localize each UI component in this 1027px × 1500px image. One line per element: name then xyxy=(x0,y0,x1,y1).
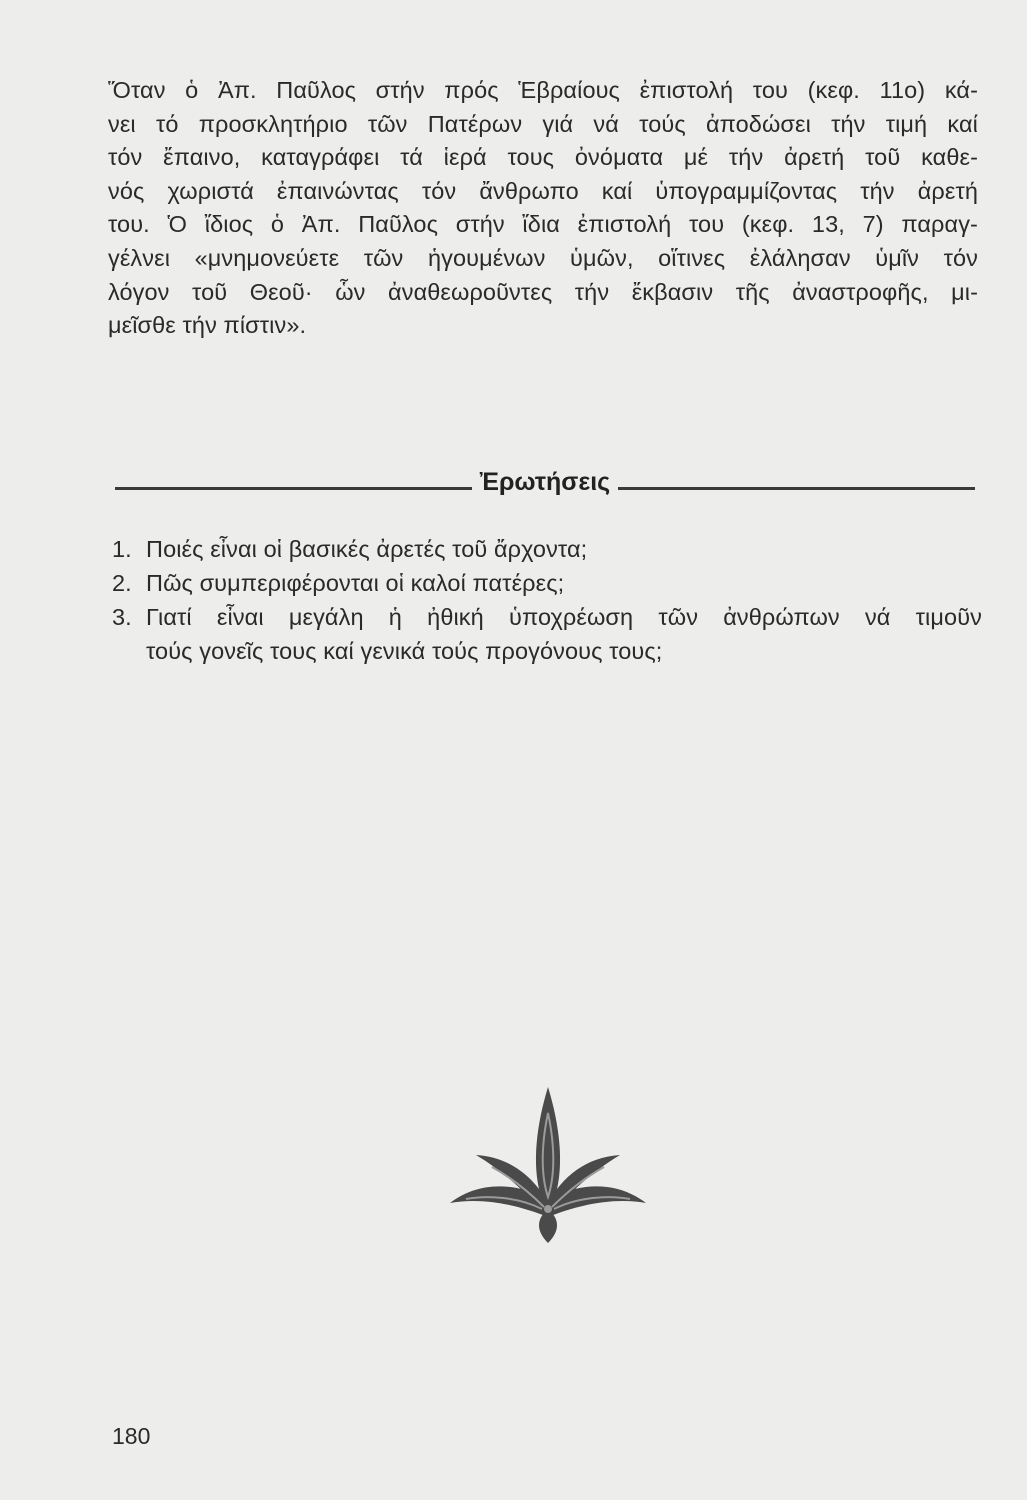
page-number: 180 xyxy=(112,1423,151,1449)
heading-rule-right xyxy=(618,487,975,490)
question-number: 1. xyxy=(112,536,132,562)
paragraph-line: λόγον τοῦ Θεοῦ· ὧν ἀναθεωροῦντες τήν ἔκβασιν τῆς ἀναστροφῆς, μι- xyxy=(108,278,978,305)
section-heading: Ἐρωτήσεις xyxy=(479,467,611,496)
heading-rule-left xyxy=(115,487,472,490)
question-number: 2. xyxy=(112,570,132,596)
question-number: 3. xyxy=(112,604,132,630)
question-item xyxy=(112,532,982,566)
paragraph-line: τόν ἔπαινο, καταγράφει τά ἱερά τους ὀνόματα μέ τήν ἀρετή τοῦ καθε- xyxy=(108,144,978,171)
question-text xyxy=(146,566,982,600)
ornament-center-dot xyxy=(544,1205,552,1213)
questions-list xyxy=(112,532,982,668)
lotus-ornament-graphic xyxy=(448,1085,648,1245)
paragraph-line: νός χωριστά ἐπαινώντας τόν ἄνθρωπο καί ὑπογραμμίζοντας τήν ἀρετή xyxy=(108,177,978,204)
body-paragraph xyxy=(108,74,978,343)
section-heading-row xyxy=(115,462,975,502)
question-line: τούς γονεῖς τους καί γενικά τούς προγόνους τους; xyxy=(146,638,663,664)
question-line: Γιατί εἶναι μεγάλη ἡ ἠθική ὑποχρέωση τῶν ἀνθρώπων νά τιμοῦν xyxy=(146,604,982,630)
question-item xyxy=(112,600,982,668)
question-line: Πῶς συμπεριφέρονται οἱ καλοί πατέρες; xyxy=(146,570,565,596)
lotus-ornament-icon xyxy=(448,1085,648,1245)
question-line: Ποιές εἶναι οἱ βασικές ἀρετές τοῦ ἄρχοντα; xyxy=(146,536,588,562)
paragraph-line: Ὅταν ὁ Ἀπ. Παῦλος στήν πρός Ἑβραίους ἐπιστολή του (κεφ. 11ο) κά- xyxy=(108,77,978,103)
paragraph-line: μεῖσθε τήν πίστιν». xyxy=(108,312,307,339)
question-item xyxy=(112,566,982,600)
paragraph-line: γέλνει «μνημονεύετε τῶν ἡγουμένων ὑμῶν, οἵτινες ἐλάλησαν ὑμῖν τόν xyxy=(108,244,978,271)
paragraph-line: νει τό προσκλητήριο τῶν Πατέρων γιά νά τούς ἀποδώσει τήν τιμή καί xyxy=(108,110,978,137)
paragraph-line: του. Ὁ ἴδιος ὁ Ἀπ. Παῦλος στήν ἴδια ἐπιστολή του (κεφ. 13, 7) παραγ- xyxy=(108,211,978,238)
question-text xyxy=(146,532,982,566)
question-text xyxy=(146,600,982,668)
